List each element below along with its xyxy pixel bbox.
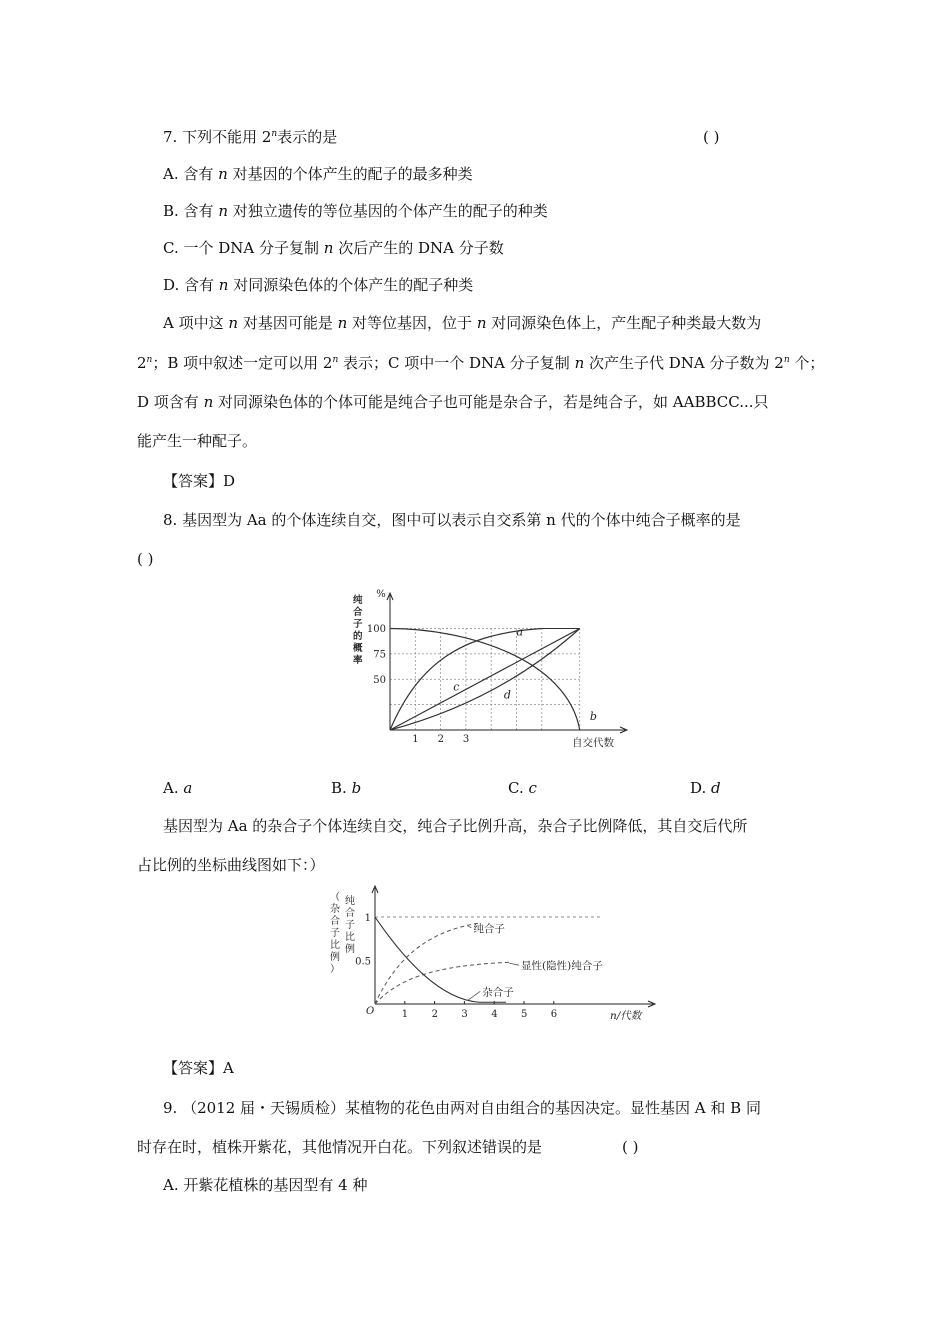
chart2-ylabel-outer: （杂合子比例） <box>330 892 340 975</box>
chart2-leader-line <box>509 963 519 965</box>
chart1-xlabel: 自交代数 <box>572 737 614 749</box>
q8-answer-paren: ( ) <box>137 550 154 568</box>
chart1-y-tick-label: 50 <box>373 674 386 686</box>
q7-explanation-line1: A 项中这 n 对基因可能是 n 对等位基因，位于 n 对同源染色体上，产生配子种类最大数为 <box>163 314 762 332</box>
q8-option-c: C. c <box>508 779 537 797</box>
q8-explanation-line1: 基因型为 Aa 的杂合子个体连续自交，纯合子比例升高，杂合子比例降低，其自交后代所 <box>163 817 748 835</box>
chart2-origin: O <box>366 1006 375 1017</box>
chart2-series-label: 杂合子 <box>482 986 514 999</box>
chart1-series-label-a: a <box>516 625 524 639</box>
chart2-y-tick-label: 0.5 <box>355 956 371 968</box>
chart1-y-unit: % <box>376 589 386 600</box>
chart-selfing-ratios <box>320 880 660 1028</box>
q9-answer-paren: ( ) <box>622 1138 639 1156</box>
chart2-series-homozygote <box>375 923 479 1004</box>
q7-option-b: B. 含有 n 对独立遗传的等位基因的个体产生的配子的种类 <box>163 202 548 220</box>
chart2-x-tick-label: 4 <box>491 1009 498 1020</box>
chart1-series-label-b: b <box>589 709 597 723</box>
chart1-y-tick-label: 75 <box>373 649 386 661</box>
chart2-series-label: 纯合子 <box>473 922 505 935</box>
q7-answer-paren: ( ) <box>703 128 720 146</box>
q7-option-a: A. 含有 n 对基因的个体产生的配子的最多种类 <box>163 165 473 183</box>
chart2-ylabel-inner: 纯合子比例 <box>345 896 355 955</box>
chart1-x-tick-label: 1 <box>412 734 419 745</box>
chart2-leader-line <box>467 926 471 928</box>
chart2-x-tick-label: 2 <box>431 1009 438 1020</box>
q9-stem-line1: 9. （2012 届・天锡质检）某植物的花色由两对自由组合的基因决定。显性基因 A 和 B 同 <box>163 1099 761 1117</box>
q9-option-a: A. 开紫花植株的基因型有 4 种 <box>163 1176 368 1194</box>
chart1-series-label-d: d <box>503 688 511 702</box>
q8-answer: 【答案】A <box>163 1059 234 1077</box>
chart2-xlabel: n/代数 <box>610 1010 642 1022</box>
q7-explanation-line3: D 项含有 n 对同源染色体的个体可能是纯合子也可能是杂合子，若是纯合子，如 AABBCC...只 <box>137 393 769 411</box>
q8-stem: 8. 基因型为 Aa 的个体连续自交，图中可以表示自交系第 n 代的个体中纯合子概率的是 <box>163 511 741 529</box>
q7-explanation-line2: 2$^n$；B 项中叙述一定可以用 2$^n$ 表示；C 项中一个 DNA 分子复制 n 次产生子代 DNA 分子数为 2$^n$ 个； <box>137 354 825 372</box>
chart2-series-label: 显性(隐性)纯合子 <box>521 960 603 973</box>
chart1-ylabel: 纯合子的概率 <box>353 595 363 666</box>
chart1-y-tick-label: 100 <box>366 624 386 635</box>
chart2-x-tick-label: 3 <box>461 1009 468 1020</box>
q9-stem-line2: 时存在时，植株开紫花，其他情况开白花。下列叙述错误的是 <box>137 1138 543 1156</box>
chart1-x-tick-label: 2 <box>437 734 444 745</box>
q8-option-d: D. d <box>690 779 721 797</box>
q7-option-c: C. 一个 DNA 分子复制 n 次后产生的 DNA 分子数 <box>163 239 504 257</box>
q7-answer: 【答案】D <box>163 472 236 490</box>
chart2-x-tick-label: 1 <box>401 1009 409 1020</box>
chart1-x-tick-label: 3 <box>462 734 470 745</box>
chart2-x-tick-label: 5 <box>521 1009 528 1020</box>
q8-option-b: B. b <box>331 779 362 797</box>
q8-explanation-line2: 占比例的坐标曲线图如下：） <box>137 856 325 874</box>
chart1-series-label-c: c <box>453 680 460 694</box>
q8-option-a: A. a <box>163 779 193 797</box>
q7-explanation-line4: 能产生一种配子。 <box>137 432 258 450</box>
chart2-x-tick-label: 6 <box>550 1009 558 1020</box>
chart2-y-tick-label: 1 <box>364 913 371 924</box>
chart-purity-probability <box>340 583 640 755</box>
q7-option-d: D. 含有 n 对同源染色体的个体产生的配子种类 <box>163 276 474 294</box>
chart2-leader-line <box>467 991 480 1000</box>
q7-stem: 7. 下列不能用 2$^n$表示的是 <box>163 128 338 146</box>
